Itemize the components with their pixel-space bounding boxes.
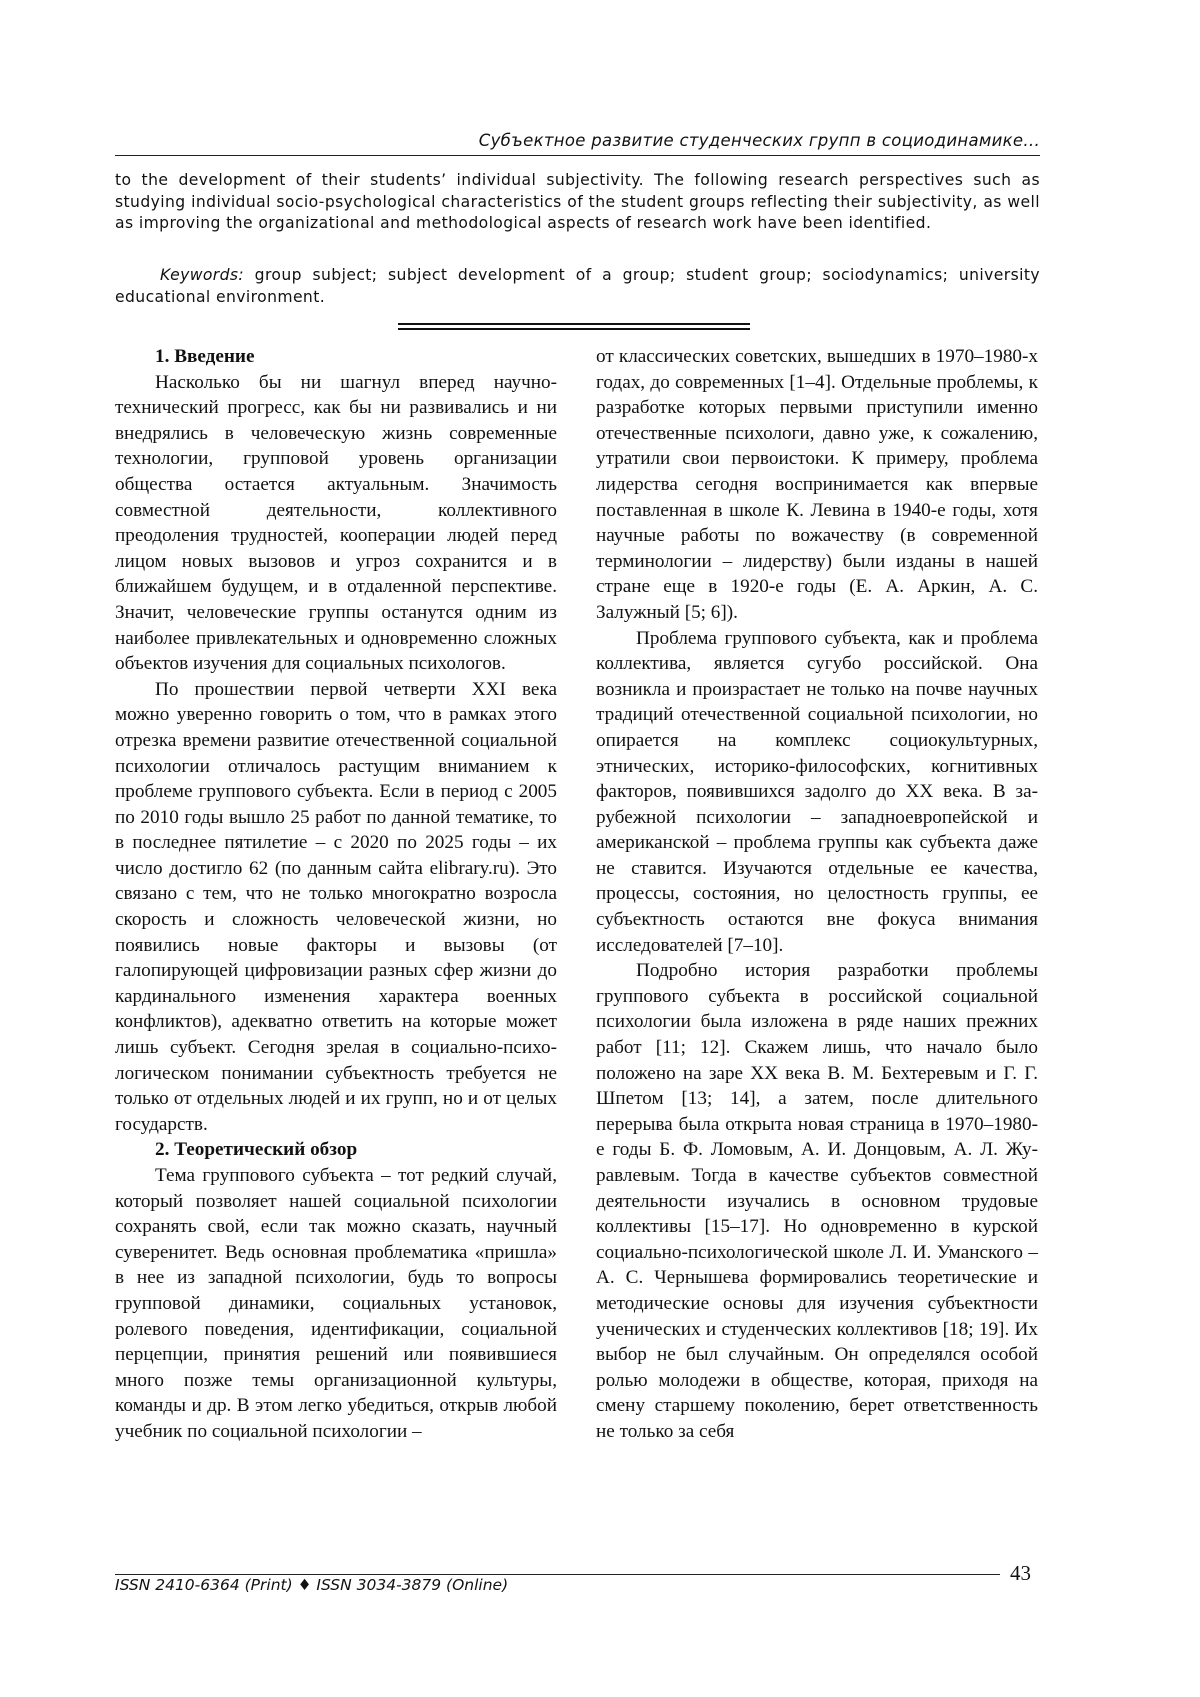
section-heading-review: 2. Теоретический обзор — [155, 1139, 358, 1161]
footer-issn: ISSN 2410-6364 (Print) ♦ ISSN 3034-3879 (Online) — [115, 1576, 509, 1594]
paragraph: Проблема группового субъекта, как и проблема коллектива, является сугубо российской. Она возникла и произрастает не только на почве научных традиций отечественной социальной психологии, но опирается на комплекс социокультурных, этнических, историко-философских, когнитивных факторов, появившихся задолго до XX века. В зарубежной психологии – западноевропейской и американской – проблема группы как субъекта даже не ставится. Изучаются отдельные ее качества, процессы, состояния, но целостность группы, ее субъектность остаются вне фокуса внимания исследователей [7–10]. — [596, 627, 1038, 956]
keywords-text: group subject; subject development of a group; student group; sociodynamics; university educational environment. — [115, 266, 1040, 306]
separator-rule-bottom — [398, 328, 750, 330]
paragraph-continued: от классических советских, вышедших в 1970–1980-х годах, до современных [1–4]. Отдельные проблемы, к разработке которых первыми приступили именно отечественные психологи, давно уже, к сожалению, утратили свои первоистоки. К примеру, проблема лидерства сегодня воспринимается как впервые поставленная в школе К. Левина в 1940-е годы, хотя научные работы по вожачеству (в современной терминологии – лидерству) были изданы в нашей стране еще в 1920-е годы (Е. А. Аркин, А. С. Залужный [5; 6]). — [596, 346, 1038, 623]
paragraph: Насколько бы ни шагнул вперед научно-технический прогресс, как бы ни развивались и ни внедрялись в человеческую жизнь современные технологии, групповой уровень организации общества остается актуальным. Значимость совместной деятельности, коллективного преодоления трудностей, кооперации людей перед лицом новых вызовов и угроз сохранится и в ближайшем будущем, и в отдаленной перспективе. Значит, человеческие группы останутся одним из наиболее привлекательных и одновременно сложных объектов изучения для социальных психологов. — [115, 371, 557, 675]
section-heading-intro: 1. Введение — [155, 346, 255, 367]
footer-rule — [115, 1574, 1000, 1575]
abstract-text: to the development of their students’ individual subjectivity. The following research perspectives such as studying individual socio-psychological characteristics of the student groups reflecting their subjectivity, as well as improving the organizational and methodological aspects of research work have been identified. — [115, 171, 1040, 232]
page-number: 43 — [1010, 1561, 1031, 1585]
paragraph: Тема группового субъекта – тот редкий случай, который позволяет нашей социальной психологии сохранять свой, если так можно сказать, научный суверенитет. Ведь основная проблематика «пришла» в нее из западной психологии, будь то вопросы групповой динамики, социальных установок, ролевого поведения, идентификации, социальной перцепции, принятия решений или появившиеся много позже темы организационной культуры, команды и др. В этом легко убедиться, открыв любой учебник по социальной психологии – — [115, 1165, 557, 1442]
paragraph: Подробно история разработки проблемы группового субъекта в российской социальной психологии была изложена в ряде наших прежних работ [11; 12]. Скажем лишь, что начало было положено на заре XX века В. М. Бехтеревым и Г. Г. Шпетом [13; 14], а затем, после длительного перерыва была открыта новая страница в 1970–1980-е годы Б. Ф. Ломовым, А. И. Донцовым, А. Л. Журавлевым. Тогда в качестве субъектов совместной деятельности изучались в основном трудовые коллективы [15–17]. Но одновременно в курской социально-психологической школе Л. И. Уманского – А. С. Чернышева формировались теоретические и методические основы для изучения субъектности ученических и студенческих коллективов [18; 19]. Их выбор не был случайным. Он определялся особой ролью молодежи в обществе, которая, приходя на смену старшему поколению, берет ответственность не только за себя — [596, 960, 1038, 1442]
paragraph: По прошествии первой четверти XXI века можно уверенно говорить о том, что в рамках этого отрезка времени развитие отечественной социальной психологии отличалось растущим вниманием к проблеме группового субъекта. Если в период с 2005 по 2010 годы вышло 25 работ по данной тематике, то в последнее пятилетие – с 2020 по 2025 годы – их число достигло 62 (по данным сайта elibrary.ru). Это связано с тем, что не только многократно возросла скорость и сложность человеческой жизни, но появились новые факторы и вызовы (от галопирующей цифровизации разных сфер жизни до кардинального изменения характера военных конфликтов), адекватно ответить на которые может лишь субъект. Сегодня зрелая в социально-психологическом понимании субъектность требуется не только от отдельных людей и их групп, но и от целых государств. — [115, 678, 557, 1135]
keywords — [115, 265, 1040, 308]
keywords-label: Keywords: — [160, 266, 245, 284]
separator-rule-top — [398, 323, 750, 325]
right-column — [596, 344, 1038, 1445]
left-column — [115, 344, 557, 1445]
header-rule — [115, 155, 1040, 156]
running-title: Субъектное развитие студенческих групп в социодинамике... — [478, 131, 1040, 150]
